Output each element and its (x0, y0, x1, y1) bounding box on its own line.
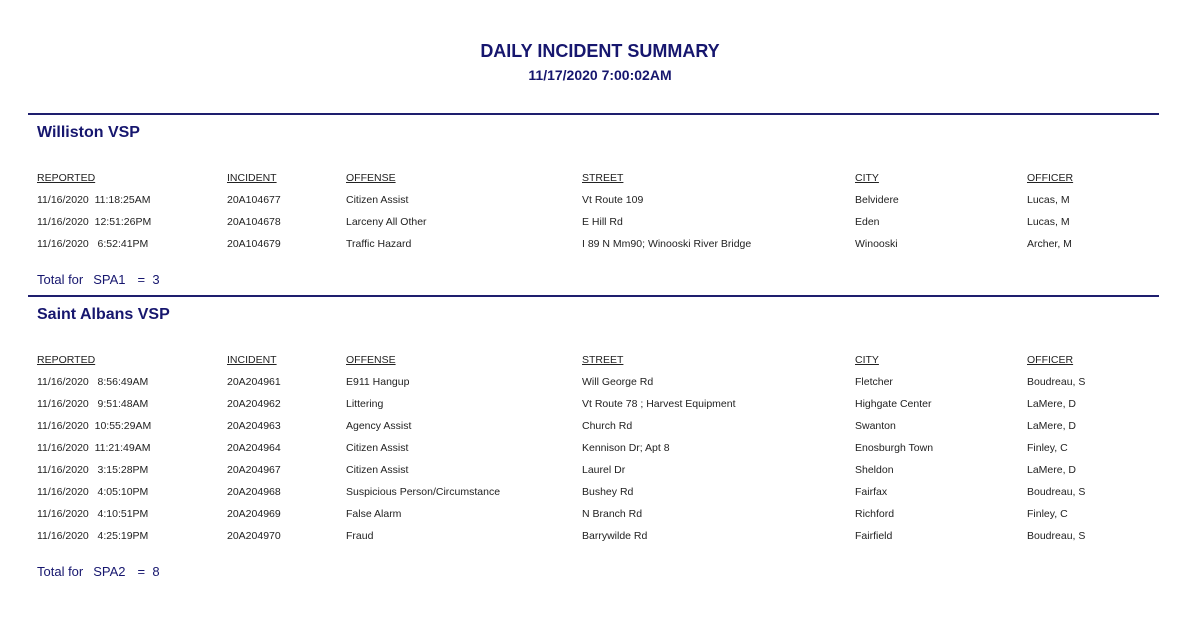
table-row (0, 486, 1200, 502)
cell-street: Bushey Rd (582, 486, 634, 498)
cell-offense: Citizen Assist (346, 194, 409, 206)
total-label: Total for (37, 272, 84, 287)
cell-reported: 11/16/2020 11:21:49AM (37, 442, 151, 454)
cell-incident: 20A204962 (227, 398, 281, 410)
cell-street: E Hill Rd (582, 216, 623, 228)
cell-city: Swanton (855, 420, 896, 432)
cell-incident: 20A104678 (227, 216, 281, 228)
cell-city: Sheldon (855, 464, 894, 476)
cell-incident: 20A204964 (227, 442, 281, 454)
cell-offense: Littering (346, 398, 384, 410)
cell-street: N Branch Rd (582, 508, 643, 520)
table-header (0, 354, 1200, 370)
cell-officer: Finley, C (1027, 442, 1068, 454)
cell-street: Barrywilde Rd (582, 530, 648, 542)
section-total (37, 272, 160, 287)
section-total (37, 564, 160, 579)
cell-incident: 20A204968 (227, 486, 281, 498)
cell-city: Eden (855, 216, 880, 228)
cell-offense: Suspicious Person/Circumstance (346, 486, 501, 498)
cell-offense: False Alarm (346, 508, 402, 520)
cell-reported: 11/16/2020 4:10:51PM (37, 508, 149, 520)
total-label: Total for (37, 564, 84, 579)
cell-city: Fairfax (855, 486, 888, 498)
cell-incident: 20A204961 (227, 376, 281, 388)
cell-street: I 89 N Mm90; Winooski River Bridge (582, 238, 752, 250)
cell-street: Vt Route 109 (582, 194, 644, 206)
cell-city: Belvidere (855, 194, 899, 206)
cell-street: Vt Route 78 ; Harvest Equipment (582, 398, 736, 410)
cell-officer: Boudreau, S (1027, 530, 1086, 542)
cell-incident: 20A104677 (227, 194, 281, 206)
cell-reported: 11/16/2020 10:55:29AM (37, 420, 152, 432)
cell-city: Highgate Center (855, 398, 932, 410)
cell-officer: Lucas, M (1027, 216, 1070, 228)
cell-incident: 20A204969 (227, 508, 281, 520)
cell-incident: 20A204967 (227, 464, 281, 476)
cell-offense: Larceny All Other (346, 216, 427, 228)
table-row (0, 464, 1200, 480)
table-row (0, 216, 1200, 232)
column-header-street: STREET (582, 354, 624, 366)
column-header-officer: OFFICER (1027, 172, 1074, 184)
cell-reported: 11/16/2020 8:56:49AM (37, 376, 149, 388)
section-divider (28, 295, 1159, 297)
cell-reported: 11/16/2020 12:51:26PM (37, 216, 152, 228)
cell-city: Fletcher (855, 376, 893, 388)
cell-city: Fairfield (855, 530, 893, 542)
cell-officer: Archer, M (1027, 238, 1072, 250)
cell-officer: Boudreau, S (1027, 486, 1086, 498)
total-count: = 3 (137, 272, 160, 287)
table-row (0, 376, 1200, 392)
cell-street: Church Rd (582, 420, 633, 432)
cell-officer: LaMere, D (1027, 420, 1077, 432)
cell-officer: Boudreau, S (1027, 376, 1086, 388)
table-row (0, 442, 1200, 458)
column-header-reported: REPORTED (37, 354, 96, 366)
cell-street: Will George Rd (582, 376, 654, 388)
cell-officer: Lucas, M (1027, 194, 1070, 206)
cell-city: Enosburgh Town (855, 442, 934, 454)
cell-officer: LaMere, D (1027, 464, 1077, 476)
cell-city: Winooski (855, 238, 898, 250)
cell-incident: 20A204963 (227, 420, 281, 432)
cell-officer: Finley, C (1027, 508, 1068, 520)
cell-offense: Citizen Assist (346, 442, 409, 454)
table-header (0, 172, 1200, 188)
cell-offense: E911 Hangup (346, 376, 410, 388)
column-header-offense: OFFENSE (346, 354, 396, 366)
section-title: Saint Albans VSP (37, 306, 170, 323)
total-area: SPA2 (93, 564, 126, 579)
cell-offense: Fraud (346, 530, 374, 542)
column-header-city: CITY (855, 354, 879, 366)
column-header-reported: REPORTED (37, 172, 96, 184)
column-header-incident: INCIDENT (227, 354, 277, 366)
table-row (0, 398, 1200, 414)
section-divider (28, 113, 1159, 115)
cell-reported: 11/16/2020 4:05:10PM (37, 486, 149, 498)
cell-street: Kennison Dr; Apt 8 (582, 442, 670, 454)
column-header-offense: OFFENSE (346, 172, 396, 184)
cell-offense: Agency Assist (346, 420, 412, 432)
cell-offense: Citizen Assist (346, 464, 409, 476)
table-row (0, 238, 1200, 254)
cell-officer: LaMere, D (1027, 398, 1077, 410)
column-header-officer: OFFICER (1027, 354, 1074, 366)
cell-reported: 11/16/2020 6:52:41PM (37, 238, 149, 250)
column-header-street: STREET (582, 172, 624, 184)
cell-reported: 11/16/2020 4:25:19PM (37, 530, 149, 542)
cell-offense: Traffic Hazard (346, 238, 412, 250)
cell-incident: 20A104679 (227, 238, 281, 250)
column-header-incident: INCIDENT (227, 172, 277, 184)
cell-street: Laurel Dr (582, 464, 626, 476)
table-row (0, 508, 1200, 524)
table-row (0, 194, 1200, 210)
cell-reported: 11/16/2020 11:18:25AM (37, 194, 151, 206)
cell-city: Richford (855, 508, 895, 520)
total-area: SPA1 (93, 272, 126, 287)
cell-reported: 11/16/2020 9:51:48AM (37, 398, 149, 410)
total-count: = 8 (137, 564, 160, 579)
report-datetime: 11/17/2020 7:00:02AM (528, 67, 672, 83)
table-row (0, 420, 1200, 436)
section-title: Williston VSP (37, 124, 140, 141)
report-title: DAILY INCIDENT SUMMARY (480, 41, 720, 61)
table-row (0, 530, 1200, 546)
cell-reported: 11/16/2020 3:15:28PM (37, 464, 149, 476)
column-header-city: CITY (855, 172, 879, 184)
cell-incident: 20A204970 (227, 530, 281, 542)
